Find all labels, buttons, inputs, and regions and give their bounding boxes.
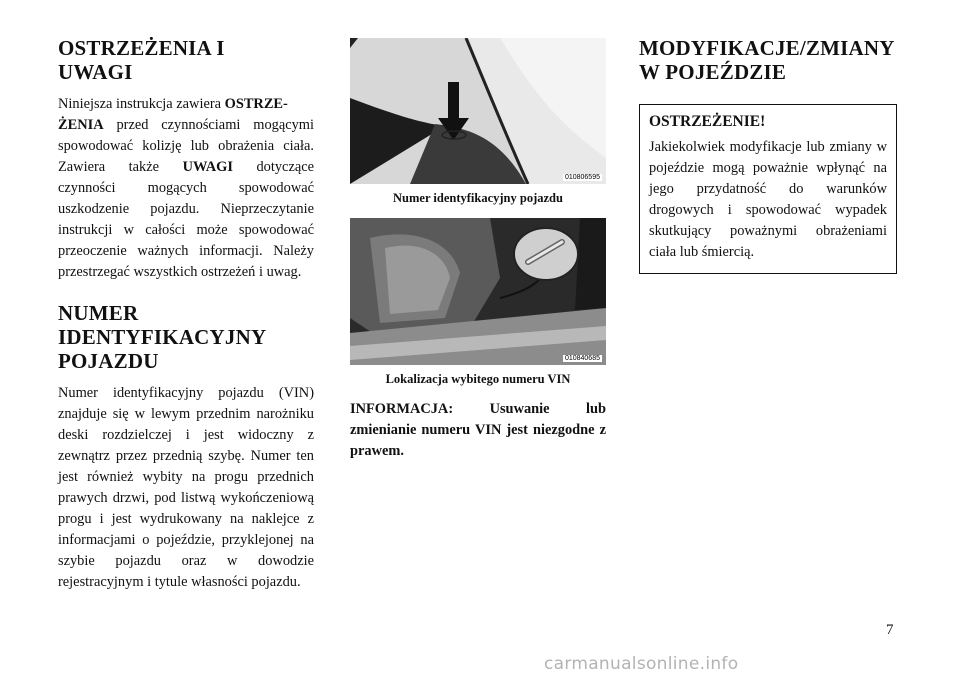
page-number: 7 — [886, 622, 894, 638]
warning-title: OSTRZEŻENIE! — [649, 113, 766, 130]
warnings-heading-line2: UWAGI — [58, 60, 133, 84]
vin-dashboard-photo — [350, 38, 606, 184]
fig1-code: 010806595 — [564, 174, 600, 181]
warnings-bold-ostrzezenia-1: OSTRZE- — [224, 96, 288, 112]
warnings-paragraph — [58, 94, 314, 283]
note-label: INFORMACJA: — [350, 401, 454, 417]
modifications-heading-line1: MODYFIKACJE/ZMIANY — [639, 36, 895, 60]
warning-box — [639, 104, 897, 274]
left-column — [58, 36, 314, 607]
modifications-heading — [639, 36, 897, 84]
warnings-heading-line1: OSTRZEŻENIA I — [58, 36, 225, 60]
door-sill-illustration — [350, 218, 606, 365]
modifications-heading-line2: W POJEŹDZIE — [639, 60, 787, 84]
warnings-text-start: Niniejsza instrukcja zawiera — [58, 96, 225, 112]
vin-heading-line1: NUMER — [58, 301, 139, 325]
vin-heading-line2: IDENTYFIKACYJNY — [58, 325, 267, 349]
vin-legal-note — [350, 399, 606, 462]
fig1-caption: Numer identyfikacyjny pojazdu — [393, 191, 563, 205]
warnings-text-end: dotyczące czynności mogących spowodować uszkodzenie pojazdu. Nieprzeczytanie instrukcji w całości może spowodować przeoczenie ważnych informacji. Należy przestrzegać wszystkich ostrzeżeń i uwag. — [58, 159, 314, 280]
note-text: Usuwanie lub zmienianie numeru VIN jest niezgodne z prawem. — [350, 401, 606, 459]
watermark: carmanualsonline.info — [544, 654, 739, 674]
warnings-text-middle: przed czynnościami mogącymi spowodować kolizję lub obrażenia ciała. Zawiera także — [58, 117, 314, 175]
warnings-bold-uwagi: UWAGI — [182, 159, 233, 175]
vin-heading — [58, 301, 314, 373]
right-column — [639, 36, 897, 274]
warning-text: Jakiekolwiek modyfikacje lub zmiany w pojeździe mogą poważnie wpłynąć na jego przydatność do warunków drogowych i spowodować wypadek skutkujący poważnymi obrażeniami ciała lub śmiercią. — [649, 139, 887, 260]
middle-column — [350, 38, 606, 462]
fig2-caption: Lokalizacja wybitego numeru VIN — [385, 372, 571, 386]
vin-paragraph: Numer identyfikacyjny pojazdu (VIN) znajduje się w lewym przednim narożniku deski rozdzielczej i jest widoczny z zewnątrz przez przednią szybę. Numer ten jest również wybity na progu przednich prawych drzwi, pod listwą wykończeniową progu i jest wydrukowany na naklejce z informacjami o pojeździe, przyklejonej na szybie pojazdu oraz w dowodzie rejestracyjnym i tytule własności pojazdu. — [58, 385, 314, 590]
fig2-code: 010840685 — [564, 355, 600, 362]
warnings-bold-ostrzezenia-2: ŻENIA — [58, 117, 104, 133]
warnings-heading — [58, 36, 314, 84]
windshield-illustration — [350, 38, 606, 184]
vin-heading-line3: POJAZDU — [58, 349, 159, 373]
vin-sill-photo — [350, 218, 606, 365]
